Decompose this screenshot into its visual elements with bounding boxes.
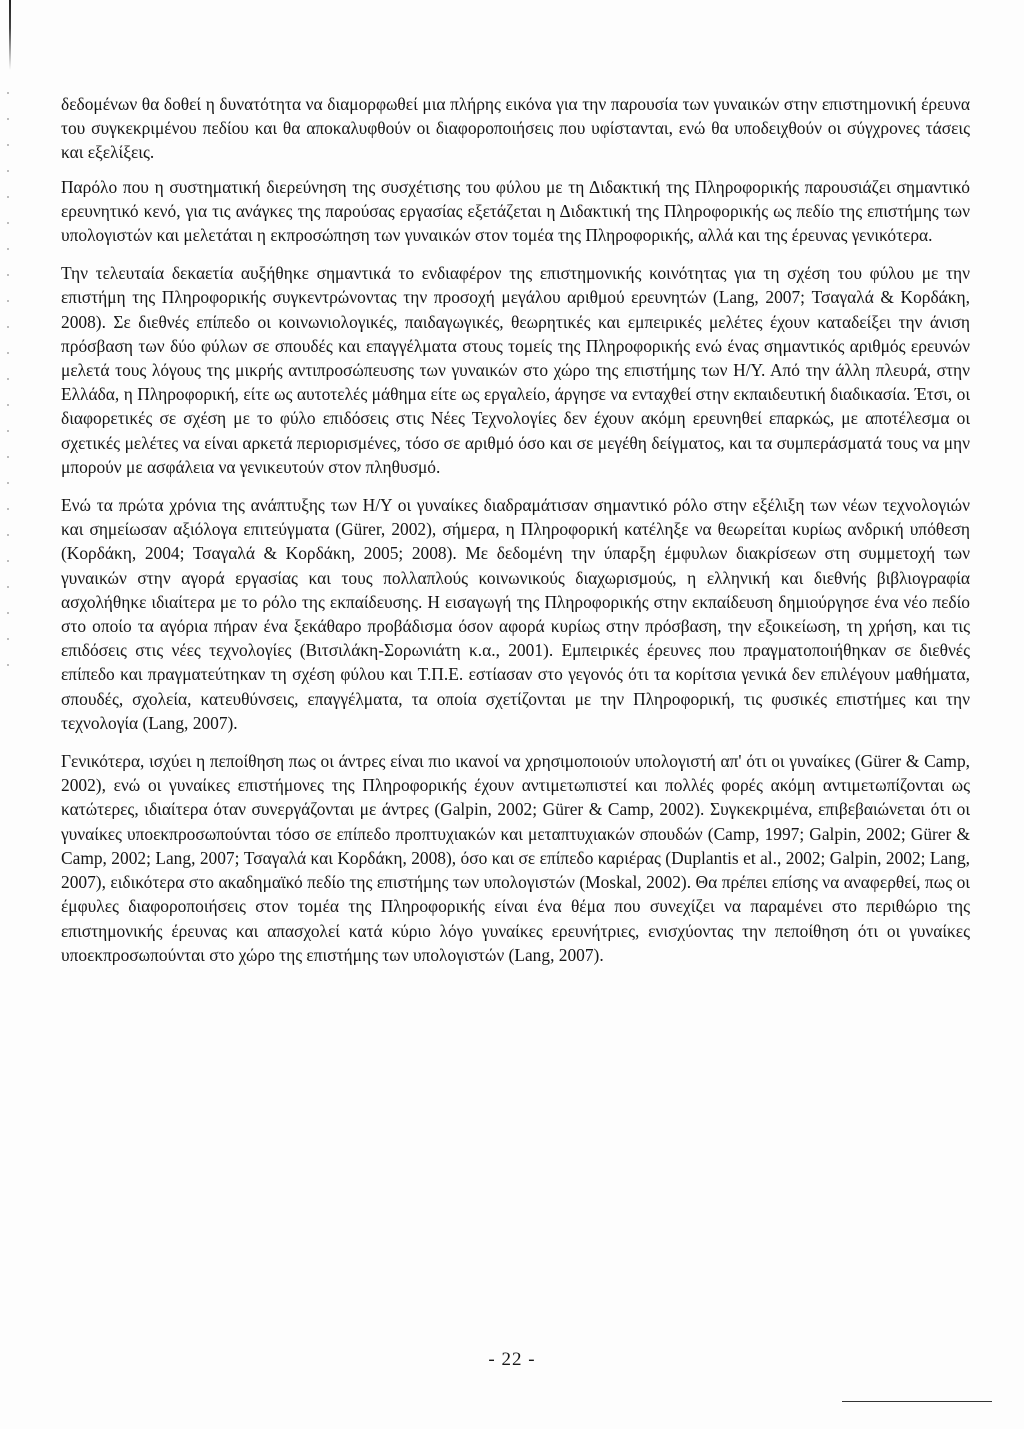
page-number: - 22 - (488, 1349, 536, 1370)
body-text (61, 92, 970, 981)
paragraph-5: Γενικότερα, ισχύει η πεποίθηση πως οι άντρες είναι πιο ικανοί να χρησιμοποιούν υπολογιστή απ' ότι οι γυναίκες (Gürer & Camp, 2002), ενώ οι γυναίκες επιστήμονες της Πληροφορικής έχουν αντιμετωπιστεί και πολλές φορές ακόμη αντιμετωπίζονται ως κατώτερες, ιδιαίτερα όταν συνεργάζονται με άντρες (Galpin, 2002; Gürer & Camp, 2002). Συγκεκριμένα, επιβεβαιώνεται ότι οι γυναίκες υποεκπροσωπούνται τόσο σε επίπεδο προπτυχιακών και μεταπτυχιακών σπουδών (Camp, 1997; Galpin, 2002; Gürer & Camp, 2002; Lang, 2007; Τσαγαλά και Κορδάκη, 2008), όσο και σε επίπεδο καριέρας (Duplantis et al., 2002; Galpin, 2002; Lang, 2007), ειδικότερα στο ακαδημαϊκό πεδίο της επιστήμης των υπολογιστών (Moskal, 2002). Θα πρέπει επίσης να αναφερθεί, πως οι έμφυλες διαφοροποιήσεις στον τομέα της Πληροφορικής είναι ένα θέμα που συνεχίζει να παραμένει στο περιθώριο της επιστημονικής έρευνας και απασχολεί κατά κύριο λόγο γυναίκες ερευνήτριες, ενισχύοντας την πεποίθηση ότι οι γυναίκες υποεκπροσωπούνται στο χώρο της επιστήμης των υπολογιστών (Lang, 2007). (61, 751, 970, 965)
footer-rule (842, 1401, 992, 1402)
scan-margin-noise (6, 80, 10, 680)
paragraph-3: Την τελευταία δεκαετία αυξήθηκε σημαντικά το ενδιαφέρον της επιστημονικής κοινότητας για τη σχέση του φύλου με την επιστήμη της Πληροφορικής συγκεντρώνοντας την προσοχή μεγάλου αριθμού ερευνητών (Lang, 2007; Τσαγαλά & Κορδάκη, 2008). Σε διεθνές επίπεδο οι κοινωνιολογικές, παιδαγωγικές, θεωρητικές και εμπειρικές μελέτες έχουν καταδείξει την άνιση πρόσβαση των δύο φύλων σε σπουδές και επαγγέλματα στους τομείς της Πληροφορικής ενώ ένας σημαντικός αριθμός ερευνών μελετά τους λόγους της μικρής αντιπροσώπευσης των γυναικών στο χώρο της επιστήμης των Η/Υ. Από την άλλη πλευρά, στην Ελλάδα, η Πληροφορική, είτε ως αυτοτελές μάθημα είτε ως εργαλείο, άργησε να ενταχθεί στην εκπαιδευτική διαδικασία. Έτσι, οι διαφορετικές σε σχέση με το φύλο επιδόσεις στις Νέες Τεχνολογίες δεν έχουν ακόμη ερευνηθεί επαρκώς, με αποτέλεσμα οι σχετικές μελέτες να είναι αρκετά περιορισμένες, τόσο σε αριθμό όσο και σε μεγέθη δείγματος, και τα συμπεράσματά τους να μην μπορούν με ασφάλεια να γενικευτούν στον πληθυσμό. (61, 263, 970, 477)
scan-edge-mark (9, 0, 11, 70)
paragraph-4: Ενώ τα πρώτα χρόνια της ανάπτυξης των Η/Υ οι γυναίκες διαδραμάτισαν σημαντικό ρόλο στην εξέλιξη των νέων τεχνολογιών και σημείωσαν αξιόλογα επιτεύγματα (Gürer, 2002), σήμερα, η Πληροφορική κατέληξε να θεωρείται κυρίως ανδρική υπόθεση (Κορδάκη, 2004; Τσαγαλά & Κορδάκη, 2005; 2008). Με δεδομένη την ύπαρξη έμφυλων διακρίσεων στη συμμετοχή των γυναικών στην αγορά εργασίας και τους πολλαπλούς κοινωνικούς διαχωρισμούς, η ελληνική και διεθνής βιβλιογραφία ασχολήθηκε ιδιαίτερα με το ρόλο της εκπαίδευσης. Η εισαγωγή της Πληροφορικής στην εκπαίδευση δημιούργησε ένα νέο πεδίο στο οποίο τα αγόρια πήραν ένα ξεκάθαρο προβάδισμα όσον αφορά κυρίως στην πρόσβαση, την εξοικείωση, τη χρήση, και τις επιδόσεις στις νέες τεχνολογίες (Βιτσιλάκη-Σορωνιάτη κ.α., 2001). Εμπειρικές έρευνες που πραγματοποιήθηκαν σε διεθνές επίπεδο και πραγματεύτηκαν τη σχέση φύλου και Τ.Π.Ε. εστίασαν στο γεγονός ότι τα κορίτσια γενικά δεν επιλέγουν μαθήματα, σπουδές, σχολεία, κατευθύνσεις, επαγγέλματα, τα οποία σχετίζονται με την Πληροφορική, τις φυσικές επιστήμες και την τεχνολογία (Lang, 2007). (61, 495, 970, 733)
paragraph-1: δεδομένων θα δοθεί η δυνατότητα να διαμορφωθεί μια πλήρης εικόνα για την παρουσία των γυναικών στην επιστημονική έρευνα του συγκεκριμένου πεδίου και θα αποκαλυφθούν οι διαφοροποιήσεις που υφίστανται, ενώ θα υποδειχθούν οι σύγχρονες τάσεις και εξελίξεις. (61, 94, 970, 163)
paragraph-2: Παρόλο που η συστηματική διερεύνηση της συσχέτισης του φύλου με τη Διδακτική της Πληροφορικής παρουσιάζει σημαντικό ερευνητικό κενό, για τις ανάγκες της παρούσας εργασίας εξετάζεται η Διδακτική της Πληροφορικής ως πεδίο της επιστήμης των υπολογιστών και μελετάται η εκπροσώπηση των γυναικών στον τομέα της Πληροφορικής, αλλά και της έρευνας γενικότερα. (61, 176, 970, 246)
